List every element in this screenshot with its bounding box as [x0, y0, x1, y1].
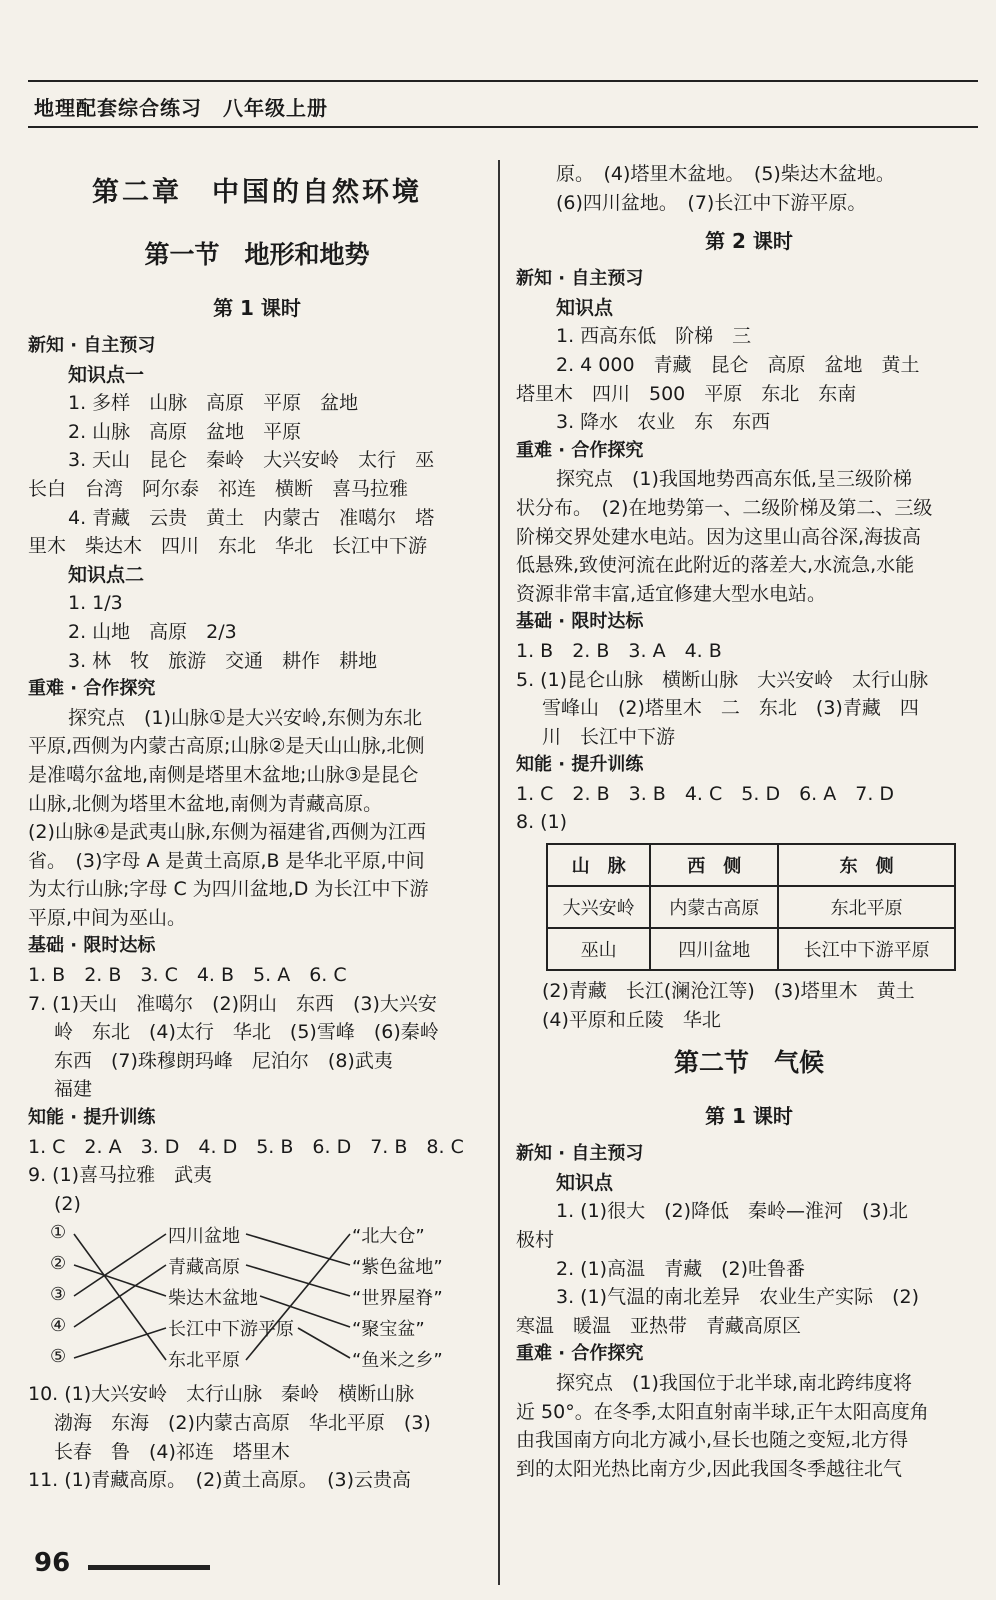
- explore-line: 阶梯交界处建水电站。因为这里山高谷深,海拔高: [516, 525, 922, 548]
- answer-line: 1. 1/3: [68, 592, 123, 615]
- answer-line: 3. (1)气温的南北差异 农业生产实际 (2): [556, 1286, 919, 1309]
- answer-line: 2. 山脉 高原 盆地 平原: [68, 420, 302, 443]
- answer-line: 3. 林 牧 旅游 交通 耕作 耕地: [68, 649, 378, 672]
- explore-line: 平原,中间为巫山。: [28, 906, 187, 929]
- header-top-rule: [28, 80, 978, 82]
- knowledge-point-heading: 知识点: [556, 296, 614, 319]
- match-number: ①: [50, 1222, 67, 1244]
- left-column: [28, 160, 486, 1495]
- knowledge-point-heading: 知识点一: [68, 363, 145, 386]
- match-landform: 四川盆地: [168, 1226, 240, 1248]
- lesson-title: 第 2 课时: [705, 229, 793, 254]
- match-landform: 东北平原: [168, 1350, 240, 1372]
- table-header-cell: 东 侧: [778, 844, 955, 886]
- answer-line: 1. C 2. A 3. D 4. D 5. B 6. D 7. B 8. C: [28, 1135, 464, 1158]
- header-title: 地理配套综合练习 八年级上册: [34, 96, 328, 120]
- table-cell: 巫山: [547, 928, 650, 970]
- answer-line: 8. (1): [516, 811, 568, 834]
- explore-line: 近 50°。在冬季,太阳直射南半球,正午太阳高度角: [516, 1400, 929, 1423]
- lesson-title: 第 1 课时: [213, 296, 301, 320]
- category-heading: 重难 · 合作探究: [28, 678, 156, 700]
- table-header-cell: 西 侧: [650, 844, 778, 886]
- column-divider: [498, 160, 500, 1585]
- answer-line: (2): [54, 1192, 81, 1215]
- answer-line: 10. (1)大兴安岭 太行山脉 秦岭 横断山脉: [28, 1383, 415, 1406]
- answer-line: 1. C 2. B 3. B 4. C 5. D 6. A 7. D: [516, 782, 895, 805]
- answer-line: (2)青藏 长江(澜沧江等) (3)塔里木 黄土: [542, 980, 915, 1003]
- match-nickname: “鱼米之乡”: [352, 1350, 443, 1372]
- knowledge-point-heading: 知识点: [556, 1171, 614, 1194]
- match-line: [74, 1234, 166, 1360]
- match-nickname: “聚宝盆”: [352, 1319, 425, 1341]
- match-number: ④: [50, 1315, 67, 1337]
- table-header-cell: 山 脉: [547, 844, 650, 886]
- explore-line: 低悬殊,致使河流在此附近的落差大,水流急,水能: [516, 554, 915, 577]
- answer-line: 7. (1)天山 准噶尔 (2)阴山 东西 (3)大兴安: [28, 992, 437, 1015]
- match-number: ②: [50, 1253, 67, 1275]
- explore-line: (2)山脉④是武夷山脉,东侧为福建省,西侧为江西: [28, 821, 427, 844]
- answer-line: 3. 天山 昆仑 秦岭 大兴安岭 太行 巫: [68, 449, 435, 472]
- category-heading: 新知 · 自主预习: [516, 1143, 644, 1165]
- answer-line: 里木 柴达木 四川 东北 华北 长江中下游: [28, 535, 428, 558]
- category-heading: 重难 · 合作探究: [516, 1343, 644, 1365]
- match-line: [74, 1265, 166, 1327]
- explore-line: 探究点 (1)山脉①是大兴安岭,东侧为东北: [68, 706, 422, 729]
- answer-line: 福建: [54, 1078, 93, 1101]
- section-title: 第一节 地形和地势: [144, 240, 370, 269]
- explore-line: 到的太阳光热比南方少,因此我国冬季越往北气: [516, 1457, 903, 1480]
- explore-line: 省。 (3)字母 A 是黄土高原,B 是华北平原,中间: [28, 849, 425, 872]
- category-heading: 知能 · 提升训练: [516, 754, 644, 776]
- answer-line: 1. B 2. B 3. A 4. B: [516, 639, 722, 662]
- answer-line: 渤海 东海 (2)内蒙古高原 华北平原 (3): [54, 1412, 431, 1434]
- explore-line: 平原,西侧为内蒙古高原;山脉②是天山山脉,北侧: [28, 735, 425, 758]
- match-landform: 柴达木盆地: [168, 1288, 258, 1310]
- explore-line: 资源非常丰富,适宜修建大型水电站。: [516, 582, 827, 605]
- table-header-row: [547, 844, 955, 886]
- answer-line: 2. 山地 高原 2/3: [68, 620, 237, 643]
- answer-line: 9. (1)喜马拉雅 武夷: [28, 1164, 213, 1187]
- category-heading: 基础 · 限时达标: [516, 611, 644, 633]
- match-line: [246, 1265, 350, 1296]
- page-number: 96: [34, 1548, 71, 1578]
- match-line: [74, 1265, 166, 1296]
- match-landform: 青藏高原: [168, 1257, 240, 1279]
- section-title: 第二节 气候: [673, 1048, 824, 1078]
- table-row: [547, 928, 955, 970]
- explore-line: 是准噶尔盆地,南侧是塔里木盆地;山脉③是昆仑: [28, 763, 419, 786]
- match-nickname: “北大仓”: [352, 1226, 425, 1248]
- match-nickname: “世界屋脊”: [352, 1288, 443, 1310]
- right-column: [516, 160, 982, 1483]
- table-cell: 大兴安岭: [547, 886, 650, 928]
- match-landform: 长江中下游平原: [168, 1319, 294, 1341]
- answer-line: 东西 (7)珠穆朗玛峰 尼泊尔 (8)武夷: [54, 1049, 393, 1072]
- table-row: [547, 886, 955, 928]
- answer-line: (4)平原和丘陵 华北: [542, 1008, 721, 1031]
- answer-line: 原。 (4)塔里木盆地。 (5)柴达木盆地。: [556, 163, 895, 185]
- header-bottom-rule: [28, 126, 978, 128]
- category-heading: 新知 · 自主预习: [28, 335, 156, 356]
- table-cell: 东北平原: [778, 886, 955, 928]
- chapter-title: 第二章 中国的自然环境: [92, 177, 422, 208]
- match-number: ⑤: [50, 1346, 67, 1368]
- matching-diagram: [28, 1218, 486, 1380]
- match-nickname: “紫色盆地”: [352, 1257, 443, 1279]
- answer-line: 2. (1)高温 青藏 (2)吐鲁番: [556, 1257, 805, 1280]
- answer-line: 极村: [516, 1229, 555, 1252]
- match-line: [74, 1328, 166, 1358]
- match-line: [246, 1234, 350, 1265]
- table-cell: 长江中下游平原: [778, 928, 955, 970]
- footer-rule: [88, 1565, 210, 1570]
- answer-line: 长春 鲁 (4)祁连 塔里木: [54, 1440, 290, 1463]
- answer-line: 1. (1)很大 (2)降低 秦岭—淮河 (3)北: [556, 1200, 908, 1223]
- knowledge-point-heading: 知识点二: [68, 563, 145, 586]
- answer-line: 长白 台湾 阿尔泰 祁连 横断 喜马拉雅: [28, 477, 409, 500]
- answer-line: 3. 降水 农业 东 东西: [556, 411, 771, 434]
- match-line: [298, 1328, 350, 1358]
- answer-line: 岭 东北 (4)太行 华北 (5)雪峰 (6)秦岭: [54, 1021, 439, 1044]
- explore-line: 探究点 (1)我国位于北半球,南北跨纬度将: [556, 1372, 912, 1394]
- match-line: [74, 1234, 166, 1296]
- answer-line: 11. (1)青藏高原。 (2)黄土高原。 (3)云贵高: [28, 1469, 411, 1492]
- explore-line: 状分布。 (2)在地势第一、二级阶梯及第二、三级: [516, 496, 933, 519]
- answer-line: 4. 青藏 云贵 黄土 内蒙古 准噶尔 塔: [68, 506, 435, 529]
- category-heading: 新知 · 自主预习: [516, 268, 644, 290]
- lesson-title: 第 1 课时: [705, 1104, 793, 1129]
- answer-line: 寒温 暖温 亚热带 青藏高原区: [516, 1314, 802, 1337]
- match-number: ③: [50, 1284, 67, 1306]
- answer-line: 1. 西高东低 阶梯 三: [556, 325, 752, 348]
- explore-line: 为太行山脉;字母 C 为四川盆地,D 为长江中下游: [28, 878, 429, 901]
- answer-line: 5. (1)昆仑山脉 横断山脉 大兴安岭 太行山脉: [516, 668, 929, 691]
- answer-table: [546, 843, 956, 971]
- table-cell: 内蒙古高原: [650, 886, 778, 928]
- answer-line: (6)四川盆地。 (7)长江中下游平原。: [556, 191, 867, 214]
- explore-line: 山脉,北侧为塔里木盆地,南侧为青藏高原。: [28, 792, 383, 815]
- answer-line: 2. 4 000 青藏 昆仑 高原 盆地 黄土: [556, 353, 920, 376]
- answer-line: 雪峰山 (2)塔里木 二 东北 (3)青藏 四: [542, 697, 919, 720]
- explore-line: 由我国南方向北方减小,昼长也随之变短,北方得: [516, 1429, 909, 1452]
- category-heading: 知能 · 提升训练: [28, 1107, 156, 1129]
- answer-line: 1. 多样 山脉 高原 平原 盆地: [68, 392, 359, 415]
- answer-line: 1. B 2. B 3. C 4. B 5. A 6. C: [28, 964, 347, 987]
- answer-line: 川 长江中下游: [542, 725, 676, 748]
- category-heading: 重难 · 合作探究: [516, 439, 644, 461]
- answer-line: 塔里木 四川 500 平原 东北 东南: [516, 382, 857, 405]
- explore-line: 探究点 (1)我国地势西高东低,呈三级阶梯: [556, 468, 912, 491]
- table-cell: 四川盆地: [650, 928, 778, 970]
- category-heading: 基础 · 限时达标: [28, 935, 156, 957]
